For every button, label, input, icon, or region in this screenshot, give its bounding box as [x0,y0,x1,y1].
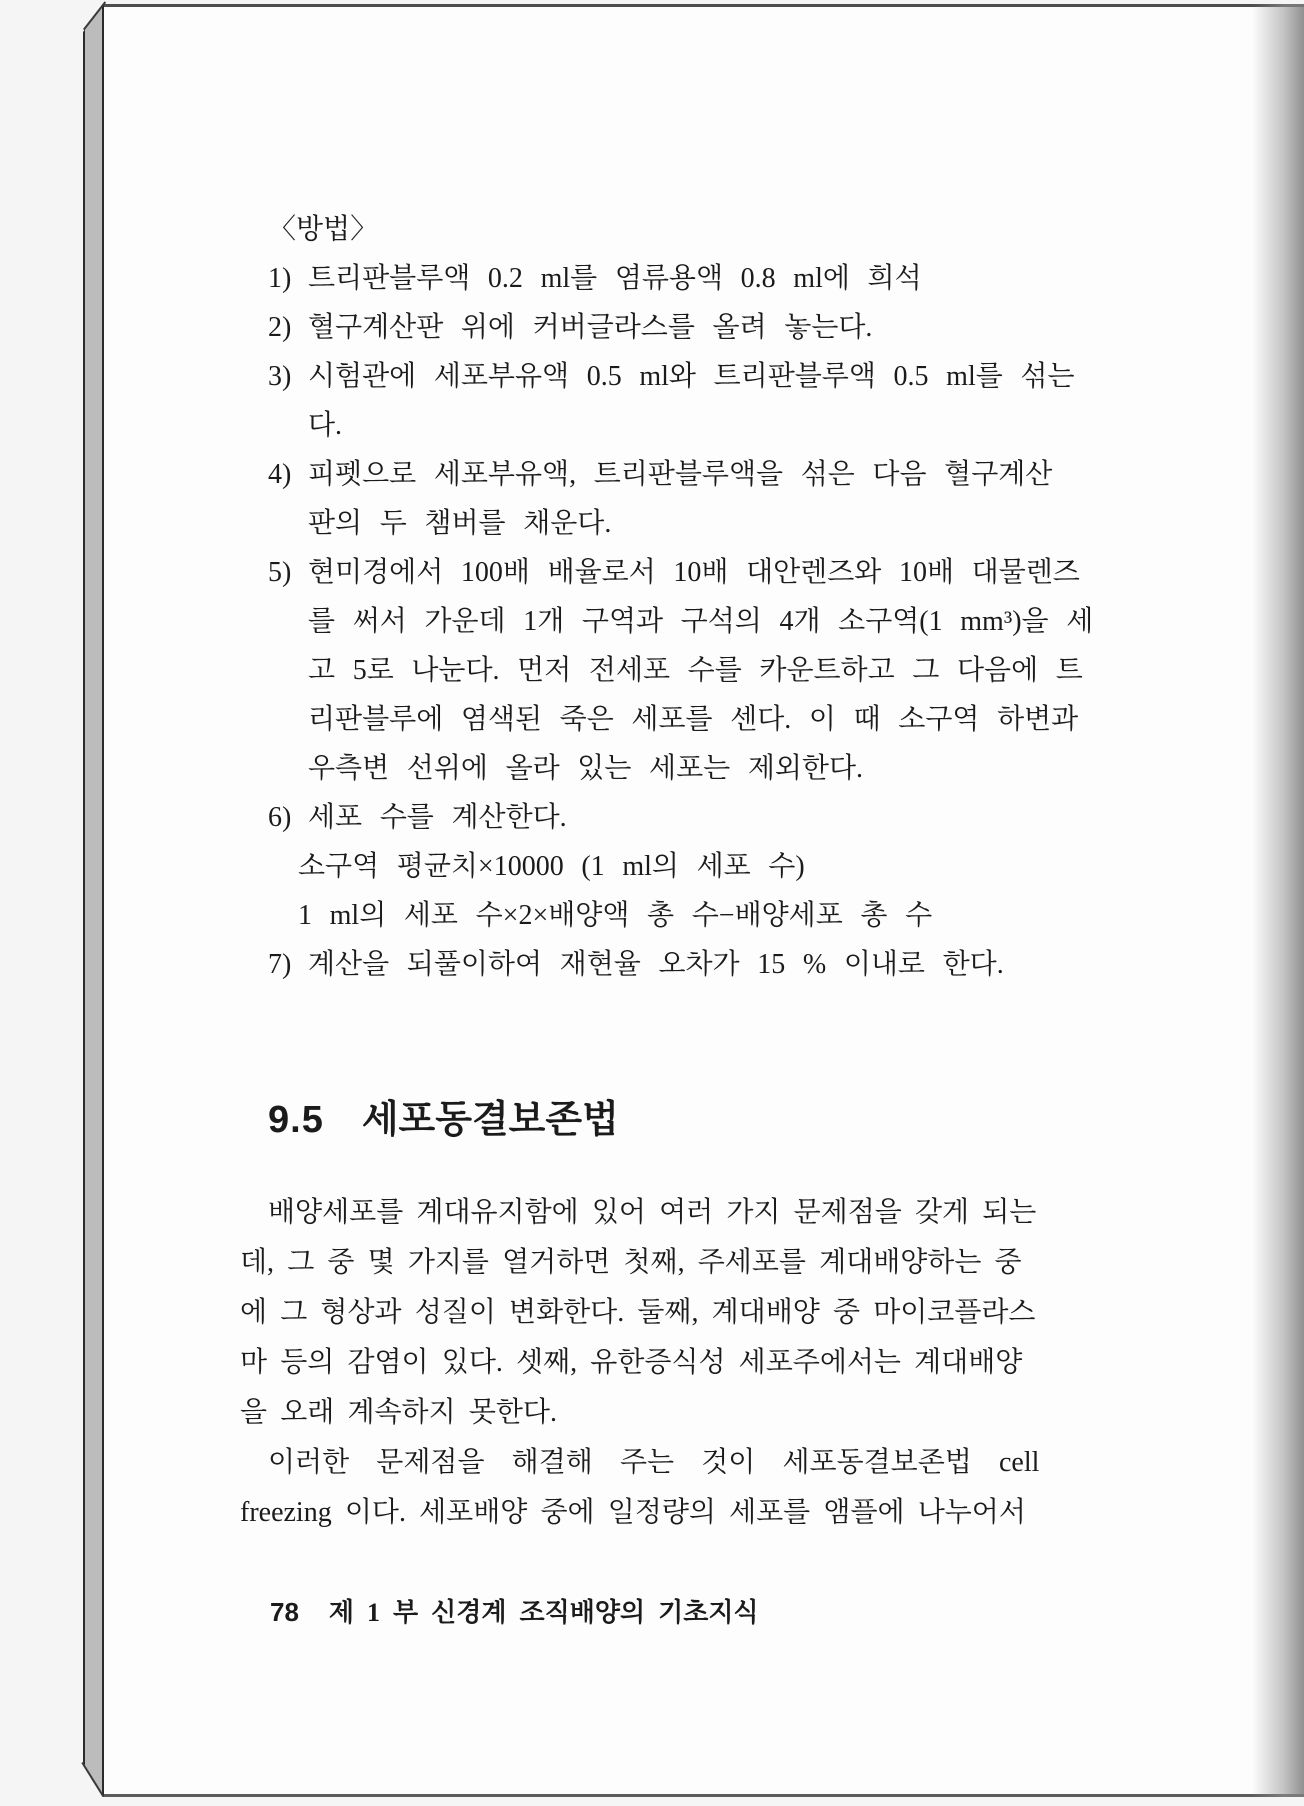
step-line: 다. [308,410,343,441]
paragraph-line: 에 그 형상과 성질이 변화한다. 둘째, 계대배양 중 마이코플라스 [240,1297,1036,1328]
step-line: 판의 두 챔버를 채운다. [308,508,612,539]
step-number: 3) [268,361,292,392]
step-line: 혈구계산판 위에 커버글라스를 올려 놓는다. [308,312,873,343]
step-line: 계산을 되풀이하여 재현율 오차가 15 % 이내로 한다. [308,949,1004,980]
step-number: 5) [268,557,292,588]
step-number: 6) [268,802,292,833]
step-number: 2) [268,312,292,343]
step-item [268,548,1098,597]
step-line: 우측변 선위에 올라 있는 세포는 제외한다. [308,753,864,784]
section-title: 세포동결보존법 [361,1099,619,1141]
body-paragraphs [240,1188,1090,1538]
paragraph-line: freezing 이다. 세포배양 중에 일정량의 세포를 앰플에 나누어서 [240,1497,1026,1528]
formula-line: 소구역 평균치×10000 (1 ml의 세포 수) [298,851,805,882]
method-section [268,205,1098,989]
step-item [268,303,1098,352]
paragraph-line: 데, 그 중 몇 가지를 열거하면 첫째, 주세포를 계대배양하는 중 [240,1247,1022,1278]
method-label: 〈방법〉 [268,214,379,245]
section-number: 9.5 [268,1099,324,1141]
step-line: 피펫으로 세포부유액, 트리판블루액을 섞은 다음 혈구계산 [308,459,1053,490]
step-line: 세포 수를 계산한다. [308,802,567,833]
step-item [268,352,1098,401]
step-line: 트리판블루액 0.2 ml를 염류용액 0.8 ml에 희석 [308,263,922,294]
step-line: 리판블루에 염색된 죽은 세포를 센다. 이 때 소구역 하변과 [308,704,1079,735]
page-number: 78 [270,1597,299,1627]
step-line: 현미경에서 100배 배율로서 10배 대안렌즈와 10배 대물렌즈 [308,557,1080,588]
step-number: 1) [268,263,292,294]
formula-line: 1 ml의 세포 수×2×배양액 총 수−배양세포 총 수 [298,900,933,931]
step-number: 4) [268,459,292,490]
page-footer [270,1592,759,1629]
paragraph-line: 배양세포를 계대유지함에 있어 여러 가지 문제점을 갖게 되는 [268,1197,1037,1228]
step-line: 를 써서 가운데 1개 구역과 구석의 4개 소구역(1 mm³)을 세 [308,606,1094,637]
step-item [268,793,1098,842]
step-item [268,450,1098,499]
step-item [268,940,1098,989]
paragraph-line: 이러한 문제점을 해결해 주는 것이 세포동결보존법 cell [268,1447,1040,1478]
step-item [268,254,1098,303]
step-line: 시험관에 세포부유액 0.5 ml와 트리판블루액 0.5 ml를 섞는 [308,361,1075,392]
paragraph-line: 마 등의 감염이 있다. 셋째, 유한증식성 세포주에서는 계대배양 [240,1347,1023,1378]
section-heading [268,1088,619,1143]
step-number: 7) [268,949,292,980]
step-line: 고 5로 나눈다. 먼저 전세포 수를 카운트하고 그 다음에 트 [308,655,1083,686]
paragraph-line: 을 오래 계속하지 못한다. [240,1397,557,1428]
footer-title: 제 1 부 신경계 조직배양의 기초지식 [328,1598,759,1627]
